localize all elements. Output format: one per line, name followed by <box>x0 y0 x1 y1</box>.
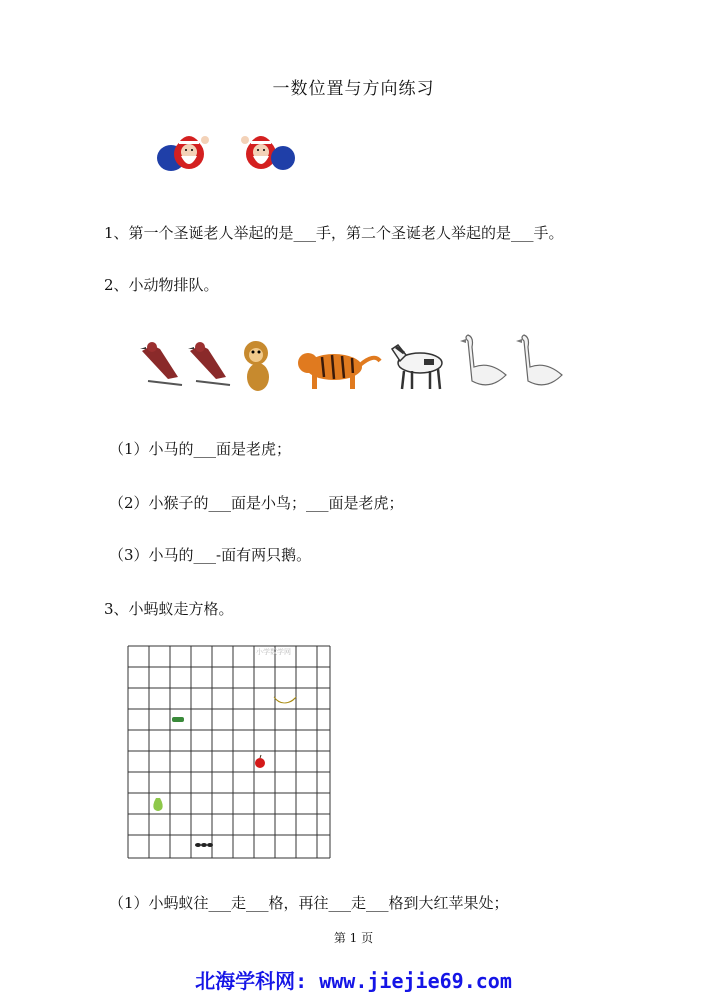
question-3-sub-1: （1）小蚂蚁往___走___格，再往___走___格到大红苹果处； <box>109 894 509 912</box>
pear-icon <box>153 798 162 811</box>
bird-icon <box>188 342 230 385</box>
animal-row <box>138 333 578 395</box>
question-2-sub-1: （1）小马的___面是老虎； <box>109 440 292 458</box>
ant-grid <box>124 645 334 860</box>
caterpillar-icon <box>172 717 184 722</box>
question-2-sub-3: （3）小马的___-面有两只鹅。 <box>109 546 312 564</box>
monkey-icon <box>244 341 269 391</box>
ant-icon <box>195 843 213 847</box>
grid-watermark: 小学数学网 <box>256 648 291 656</box>
question-3: 3、小蚂蚁走方格。 <box>104 600 234 618</box>
santa-icon <box>241 136 295 170</box>
santa-icon <box>157 136 209 171</box>
apple-icon <box>255 755 265 768</box>
site-link[interactable]: 北海学科网: www.jiejie69.com <box>195 969 512 993</box>
banana-icon <box>274 697 296 703</box>
goose-icon <box>516 335 562 385</box>
page-number: 第 1 页 <box>333 931 374 945</box>
question-2-sub-2: （2）小猴子的___面是小鸟；___面是老虎； <box>109 494 404 512</box>
horse-icon <box>392 345 442 389</box>
santa-illustrations <box>155 128 305 178</box>
page-title: 一数位置与方向练习 <box>272 79 435 99</box>
bird-icon <box>140 342 182 385</box>
question-1: 1、第一个圣诞老人举起的是___手，第二个圣诞老人举起的是___手。 <box>104 224 564 242</box>
goose-icon <box>460 335 506 385</box>
question-2: 2、小动物排队。 <box>104 276 219 294</box>
tiger-icon <box>298 353 380 389</box>
